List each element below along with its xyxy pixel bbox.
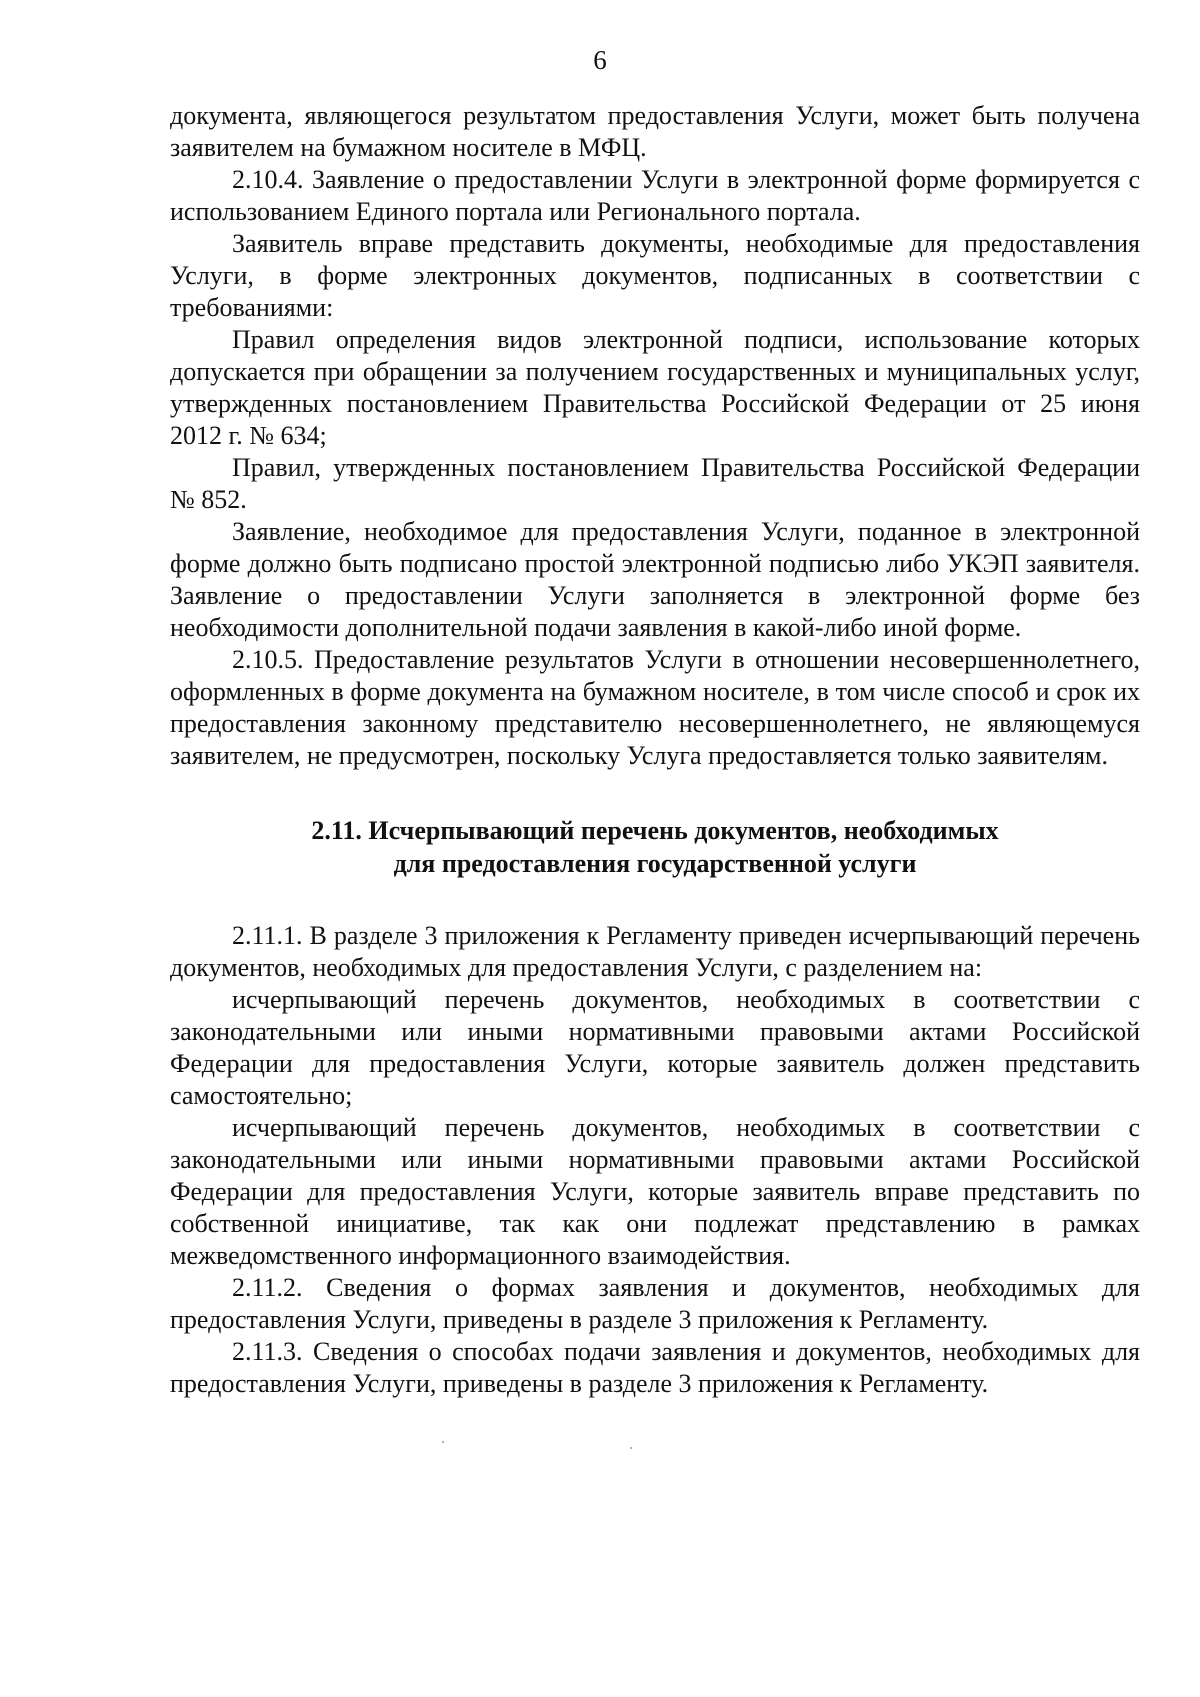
section-heading-line-2: для предоставления государственной услуги xyxy=(393,849,917,878)
paragraph-rules-852: Правил, утвержденных постановлением Правительства Российской Федерации № 852. xyxy=(170,453,1140,514)
paragraph-2-11-1: 2.11.1. В разделе 3 приложения к Регламенту приведен исчерпывающий перечень документов, необходимых для предоставления Услуги, с разделением на: xyxy=(170,921,1140,982)
paragraph-2-11-2: 2.11.2. Сведения о формах заявления и документов, необходимых для предоставления Услуги, приведены в разделе 3 приложения к Регламенту. xyxy=(170,1273,1140,1334)
paragraph-rules-634: Правил определения видов электронной подписи, использование которых допускается при обращении за получением государственных и муниципальных услуг, утвержденных постановлением Правительства Российской Федерации от 25 июня 2012 г. № 634; xyxy=(170,325,1140,450)
paragraph-2-11-3: 2.11.3. Сведения о способах подачи заявления и документов, необходимых для предоставления Услуги, приведены в разделе 3 приложения к Регламенту. xyxy=(170,1337,1140,1398)
section-2-10-continuation xyxy=(170,100,1140,772)
paragraph-application-signed: Заявление, необходимое для предоставления Услуги, поданное в электронной форме должно быть подписано простой электронной подписью либо УКЭП заявителя. Заявление о предоставлении Услуги заполняется в электронной форме без необходимости дополнительной подачи заявления в какой-либо иной форме. xyxy=(170,517,1140,642)
scan-speck xyxy=(630,1447,632,1449)
paragraph-2-10-5: 2.10.5. Предоставление результатов Услуги в отношении несовершеннолетнего, оформленных в форме документа на бумажном носителе, в том числе способ и срок их предоставления законному представителю несовершеннолетнего, не являющемуся заявителем, не предусмотрен, поскольку Услуга предоставляется только заявителям. xyxy=(170,645,1140,770)
section-2-11-body xyxy=(170,920,1140,1400)
page-number: 6 xyxy=(593,45,607,75)
document-body xyxy=(170,100,1140,1400)
paragraph-continuation: документа, являющегося результатом предоставления Услуги, может быть получена заявителем на бумажном носителе в МФЦ. xyxy=(170,101,1140,162)
paragraph-list-self: исчерпывающий перечень документов, необходимых в соответствии с законодательными или иными нормативными правовыми актами Российской Федерации для предоставления Услуги, которые заявитель должен представить самостоятельно; xyxy=(170,985,1140,1110)
paragraph-applicant-right: Заявитель вправе представить документы, необходимые для предоставления Услуги, в форме электронных документов, подписанных в соответствии с требованиями: xyxy=(170,229,1140,322)
section-heading-2-11 xyxy=(170,814,1140,880)
paragraph-2-10-4: 2.10.4. Заявление о предоставлении Услуги в электронной форме формируется с использованием Единого портала или Регионального портала. xyxy=(170,165,1140,226)
paragraph-list-initiative: исчерпывающий перечень документов, необходимых в соответствии с законодательными или иными нормативными правовыми актами Российской Федерации для предоставления Услуги, которые заявитель вправе представить по собственной инициативе, так как они подлежат представлению в рамках межведомственного информационного взаимодействия. xyxy=(170,1113,1140,1270)
scan-speck xyxy=(442,1441,444,1443)
section-heading-line-1: 2.11. Исчерпывающий перечень документов, необходимых xyxy=(311,816,999,845)
